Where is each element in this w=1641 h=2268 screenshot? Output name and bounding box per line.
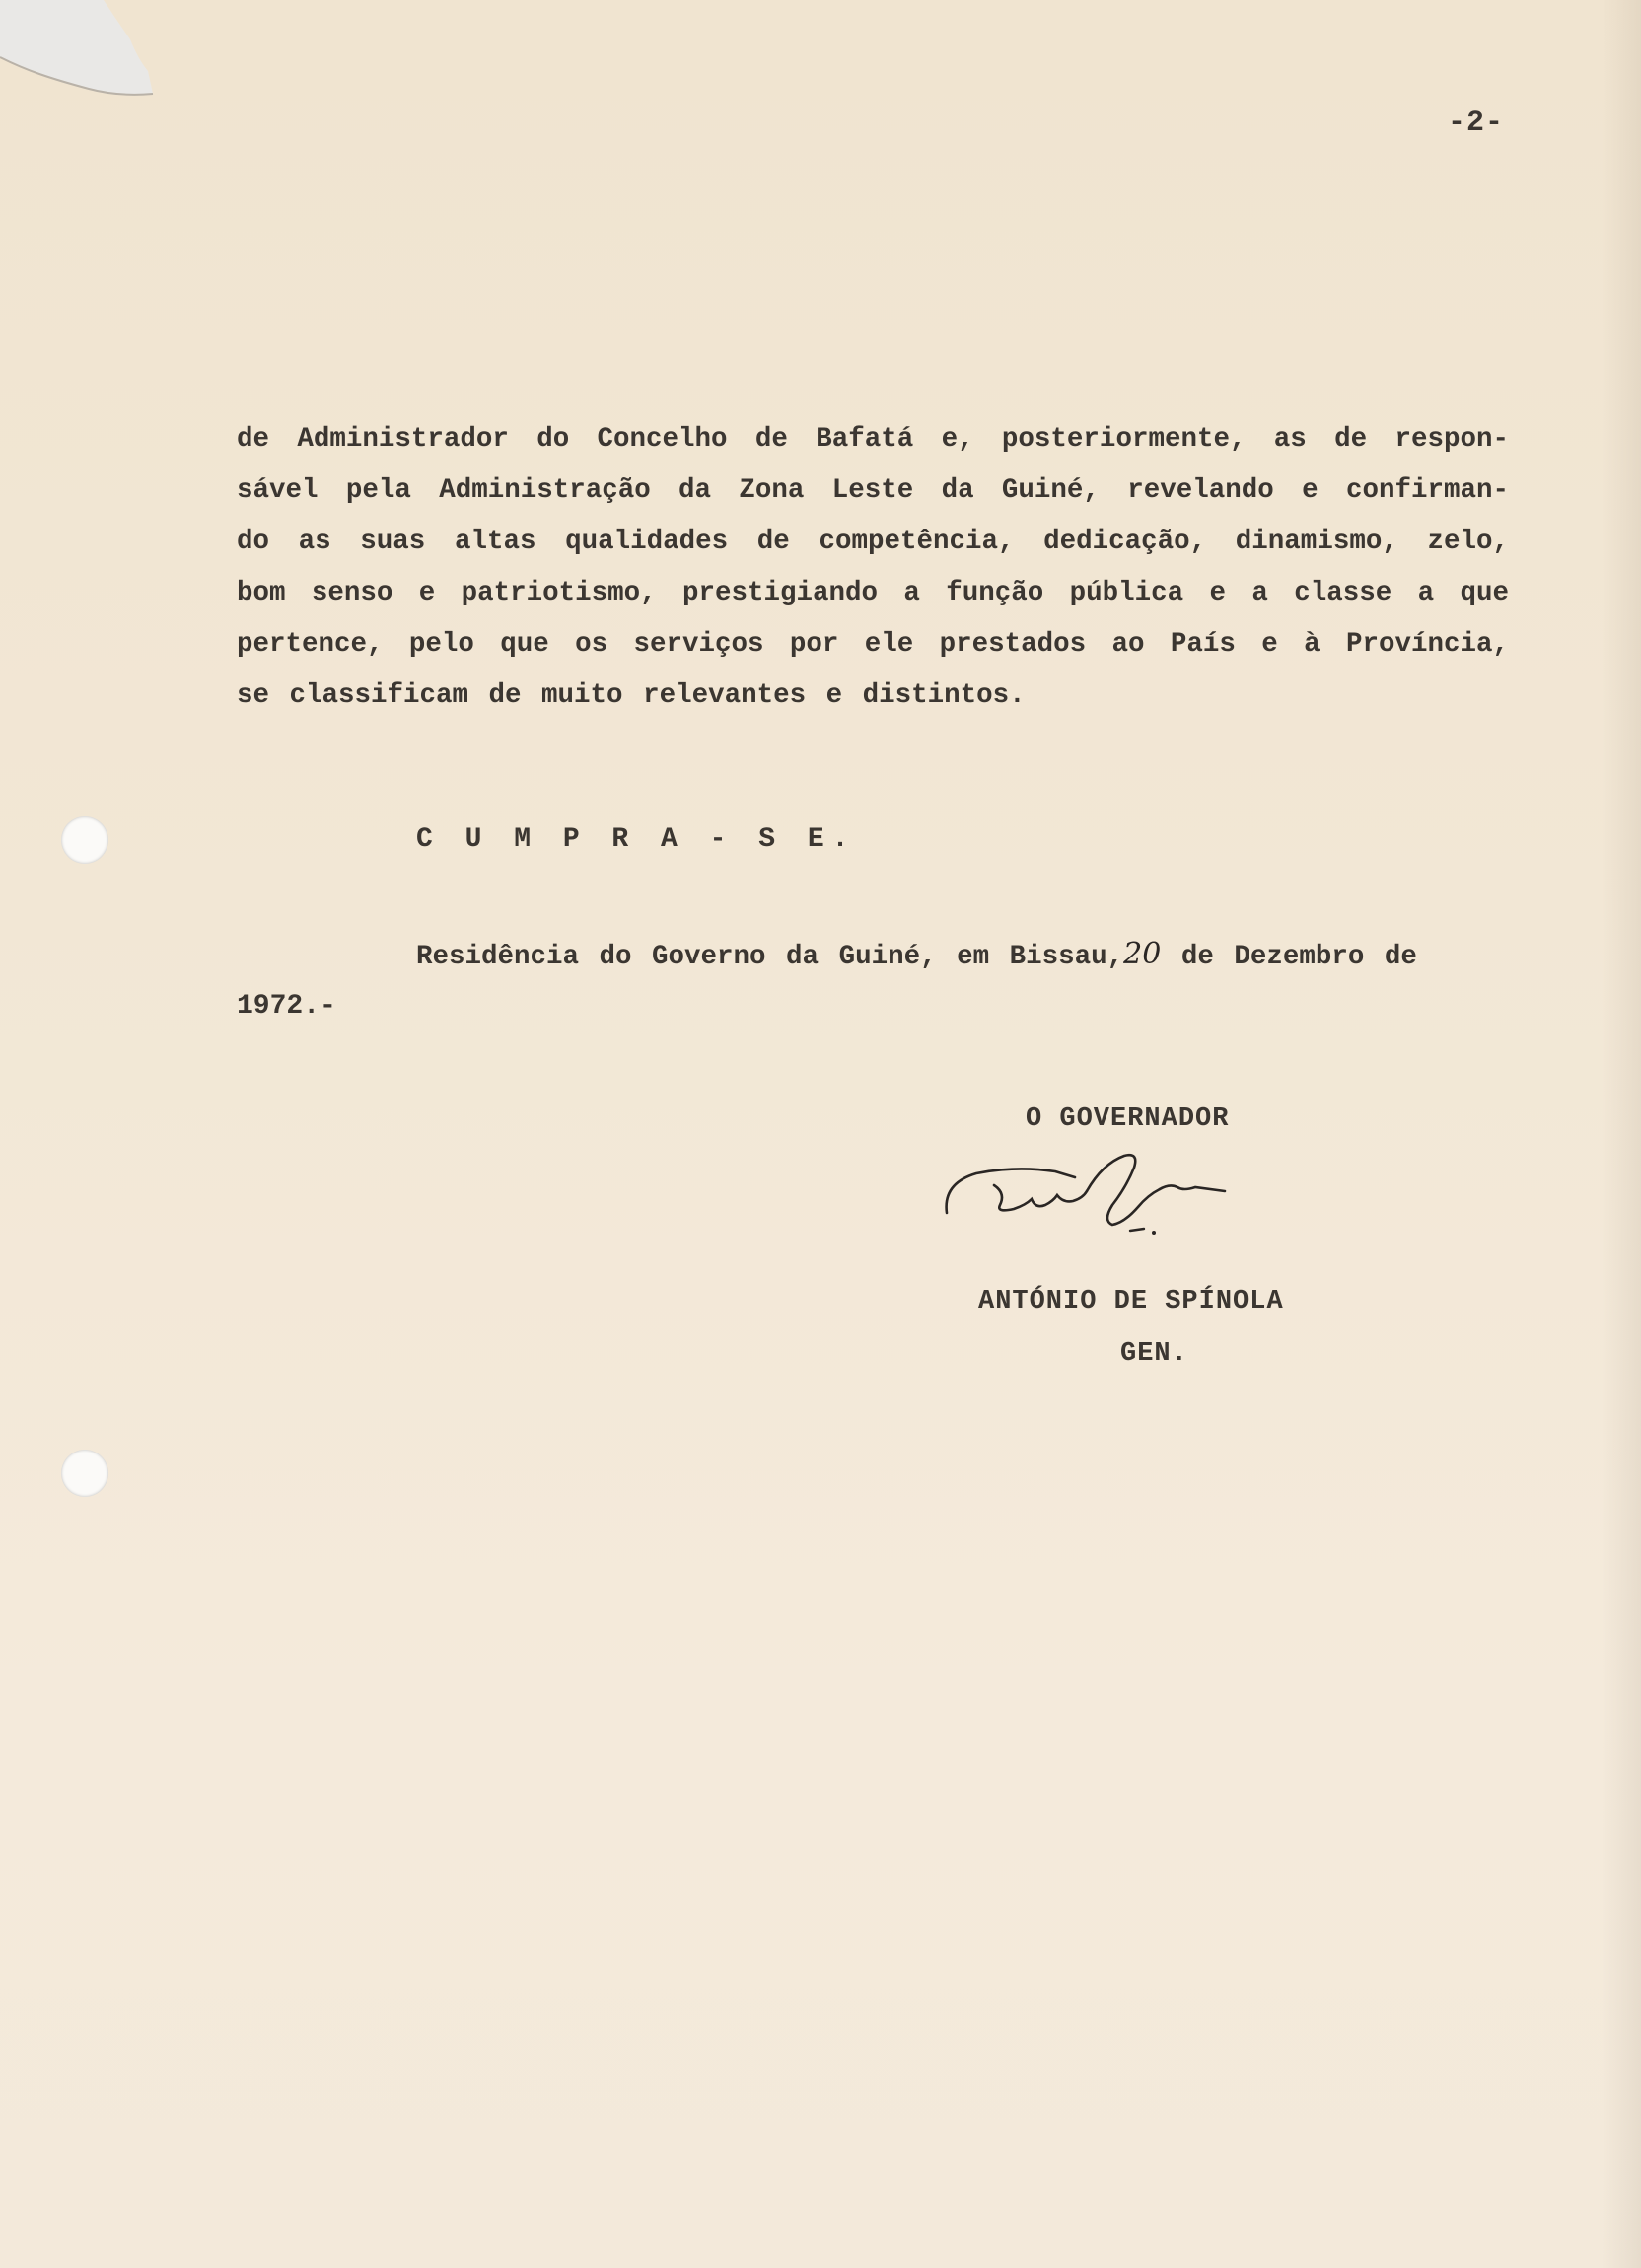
- signatory-rank: GEN.: [1120, 1339, 1188, 1369]
- page-number: -2-: [1448, 106, 1505, 140]
- place-text: Residência do Governo da Guiné, em Bissau,: [416, 942, 1124, 972]
- body-paragraph: [237, 414, 1509, 722]
- punch-hole-top: [61, 816, 108, 864]
- handwritten-signature: [937, 1144, 1282, 1242]
- body-line: de Administrador do Concelho de Bafatá e, posteriormente, as de respon-: [237, 424, 1509, 455]
- body-line: pertence, pelo que os serviços por ele prestados ao País e à Província,: [237, 629, 1509, 660]
- punch-hole-bottom: [61, 1450, 108, 1497]
- place-date-line: [416, 937, 1417, 972]
- page-edge-shade: [1602, 0, 1641, 2268]
- governor-title: O GOVERNADOR: [1026, 1104, 1230, 1134]
- body-line: se classificam de muito relevantes e distintos.: [237, 680, 1026, 711]
- body-line: do as suas altas qualidades de competência, dedicação, dinamismo, zelo,: [237, 527, 1509, 557]
- torn-corner: [0, 0, 168, 108]
- body-line: bom senso e patriotismo, prestigiando a função pública e a classe a que: [237, 578, 1509, 608]
- cumpra-se-heading: C U M P R A - S E.: [416, 824, 857, 855]
- date-year: 1972.-: [237, 991, 336, 1022]
- month-text: de Dezembro de: [1161, 942, 1417, 972]
- body-line: sável pela Administração da Zona Leste da Guiné, revelando e confirman-: [237, 475, 1509, 506]
- signatory-name: ANTÓNIO DE SPÍNOLA: [978, 1287, 1284, 1316]
- handwritten-day: 20: [1123, 937, 1162, 971]
